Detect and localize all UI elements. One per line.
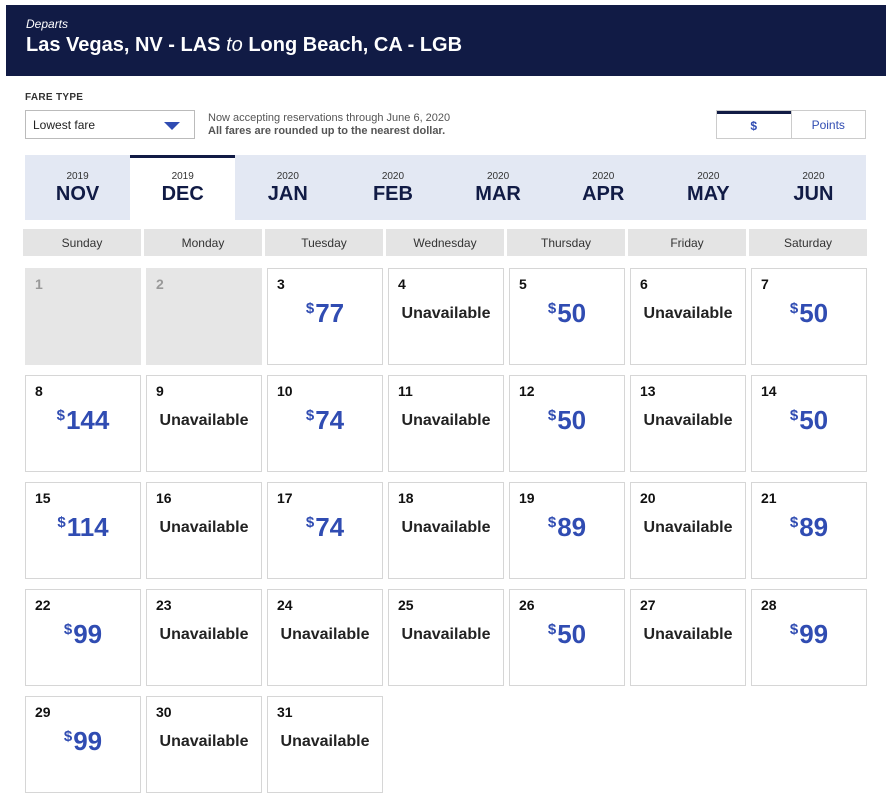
fare-type-label: FARE TYPE (25, 92, 84, 103)
unavailable-label: Unavailable (643, 626, 733, 643)
month-tab-apr[interactable] (551, 155, 656, 220)
month-tab-label: MAY (687, 183, 730, 205)
fare-amount: 50 (557, 405, 587, 435)
fare-amount: 99 (799, 619, 829, 649)
unavailable-label: Unavailable (159, 626, 249, 643)
unavailable-label: Unavailable (280, 733, 370, 750)
day-number: 24 (277, 597, 293, 613)
day-number: 2 (156, 276, 164, 292)
calendar-day-cell (267, 696, 383, 793)
fare-amount: 89 (557, 512, 587, 542)
month-tab-year: 2020 (381, 171, 405, 182)
currency-symbol: $ (305, 300, 315, 317)
currency-symbol: $ (789, 300, 799, 317)
fare-amount: 50 (799, 405, 829, 435)
calendar-day-cell[interactable] (267, 375, 383, 472)
fare-price (510, 512, 624, 543)
month-tab-dec[interactable] (130, 155, 235, 220)
month-tab-label: JUN (793, 183, 834, 205)
calendar-day-cell (267, 589, 383, 686)
unavailable-label: Unavailable (643, 412, 733, 429)
month-tab-year: 2019 (171, 171, 194, 182)
origin-airport: Las Vegas, NV - LAS (26, 34, 221, 56)
fare-amount: 89 (799, 512, 829, 542)
calendar-day-cell (146, 696, 262, 793)
currency-symbol: $ (56, 407, 65, 424)
day-number: 14 (761, 383, 777, 399)
fare-type-select[interactable] (25, 110, 195, 139)
weekday-saturday: Saturday (749, 229, 867, 256)
day-number: 9 (156, 383, 164, 399)
fare-amount: 77 (315, 298, 345, 328)
month-tab-jan[interactable] (235, 155, 340, 220)
calendar-day-cell (146, 375, 262, 472)
currency-symbol: $ (547, 514, 557, 531)
points-option[interactable]: Points (791, 111, 866, 138)
fare-price (26, 619, 140, 650)
calendar-day-cell (388, 268, 504, 365)
calendar-day-cell[interactable] (25, 589, 141, 686)
currency-symbol: $ (57, 514, 66, 531)
calendar-day-cell[interactable] (751, 375, 867, 472)
calendar-day-cell (146, 589, 262, 686)
day-number: 10 (277, 383, 293, 399)
currency-symbol: $ (547, 300, 557, 317)
day-number: 19 (519, 490, 535, 506)
day-number: 22 (35, 597, 51, 613)
day-number: 4 (398, 276, 406, 292)
unavailable-label: Unavailable (159, 519, 249, 536)
reservation-window-text: Now accepting reservations through June 6, 2020 (208, 112, 451, 124)
unavailable-label: Unavailable (280, 626, 370, 643)
currency-symbol: $ (789, 621, 799, 638)
weekday-thursday: Thursday (507, 229, 625, 256)
day-number: 29 (35, 704, 51, 720)
currency-symbol: $ (305, 514, 315, 531)
currency-symbol: $ (63, 621, 73, 638)
month-tab-label: NOV (55, 183, 100, 205)
fare-amount: 50 (557, 298, 587, 328)
calendar-day-cell[interactable] (751, 589, 867, 686)
calendar-day-cell (25, 268, 141, 365)
fare-amount: 144 (65, 405, 110, 435)
fare-amount: 74 (315, 405, 345, 435)
fare-amount: 114 (66, 512, 109, 542)
month-tab-jun[interactable] (761, 155, 866, 220)
month-selector (25, 155, 866, 220)
calendar-day-cell[interactable] (25, 696, 141, 793)
calendar-day-cell (630, 589, 746, 686)
month-tab-mar[interactable] (446, 155, 551, 220)
weekday-friday: Friday (628, 229, 746, 256)
day-number: 31 (277, 704, 293, 720)
weekday-wednesday: Wednesday (386, 229, 504, 256)
unavailable-label: Unavailable (401, 519, 491, 536)
currency-symbol: $ (63, 728, 73, 745)
day-number: 12 (519, 383, 535, 399)
month-tab-label: JAN (267, 183, 308, 205)
currency-symbol: $ (547, 407, 557, 424)
unavailable-label: Unavailable (643, 305, 733, 322)
calendar-day-cell (630, 375, 746, 472)
day-number: 1 (35, 276, 43, 292)
day-number: 23 (156, 597, 172, 613)
month-tab-label: MAR (475, 183, 521, 205)
unavailable-label: Unavailable (401, 626, 491, 643)
calendar-day-cell (630, 482, 746, 579)
fare-price (268, 405, 382, 436)
departs-label: Departs (26, 17, 69, 31)
day-number: 20 (640, 490, 656, 506)
unavailable-label: Unavailable (643, 519, 733, 536)
weekday-sunday: Sunday (23, 229, 141, 256)
fare-price (268, 298, 382, 329)
unavailable-label: Unavailable (159, 733, 249, 750)
reservation-notice (208, 112, 450, 138)
day-number: 3 (277, 276, 285, 292)
fare-price (752, 512, 866, 543)
weekday-tuesday: Tuesday (265, 229, 383, 256)
calendar-day-cell[interactable] (751, 482, 867, 579)
fare-amount: 50 (557, 619, 587, 649)
calendar-day-cell[interactable] (25, 375, 141, 472)
calendar-day-cell[interactable] (751, 268, 867, 365)
fare-price (752, 405, 866, 436)
fare-amount: 50 (799, 298, 829, 328)
route-to-word: to (226, 34, 243, 56)
month-tab-year: 2020 (486, 171, 510, 182)
currency-symbol: $ (305, 407, 315, 424)
calendar-day-cell[interactable] (25, 482, 141, 579)
fare-price (752, 619, 866, 650)
day-number: 27 (640, 597, 656, 613)
currency-symbol: $ (547, 621, 557, 638)
day-number: 16 (156, 490, 172, 506)
calendar-day-cell (146, 482, 262, 579)
day-number: 5 (519, 276, 527, 292)
calendar-day-cell (388, 482, 504, 579)
calendar-day-cell[interactable] (509, 482, 625, 579)
fare-type-selected-value: Lowest fare (33, 118, 96, 132)
month-tab-nov[interactable] (25, 155, 130, 220)
destination-airport: Long Beach, CA - LGB (248, 34, 463, 56)
fare-amount: 99 (73, 619, 103, 649)
day-number: 18 (398, 490, 414, 506)
fare-price (26, 405, 140, 436)
calendar-day-cell (630, 268, 746, 365)
unavailable-label: Unavailable (401, 305, 491, 322)
month-tab-year: 2020 (592, 171, 615, 182)
fare-price (510, 298, 624, 329)
day-number: 11 (398, 383, 413, 399)
calendar-day-cell[interactable] (509, 375, 625, 472)
month-tab-may[interactable] (656, 155, 761, 220)
fare-price (26, 512, 140, 543)
currency-toggle (716, 110, 866, 139)
day-number: 7 (761, 276, 769, 292)
currency-symbol: $ (789, 514, 799, 531)
dollars-option[interactable]: $ (717, 111, 791, 138)
month-tab-feb[interactable] (340, 155, 445, 220)
day-number: 28 (761, 597, 777, 613)
weekday-monday: Monday (144, 229, 262, 256)
calendar-day-cell[interactable] (267, 482, 383, 579)
month-tab-label: APR (582, 183, 625, 205)
day-number: 6 (640, 276, 648, 292)
chevron-down-icon (164, 122, 180, 130)
currency-symbol: $ (789, 407, 799, 424)
calendar-day-cell (388, 589, 504, 686)
month-tab-year: 2019 (66, 171, 89, 182)
fare-amount: 74 (315, 512, 345, 542)
day-number: 8 (35, 383, 43, 399)
month-tab-label: DEC (161, 183, 204, 205)
month-tab-year: 2020 (802, 171, 825, 182)
rounding-note: All fares are rounded up to the nearest dollar. (208, 125, 446, 137)
calendar-day-cell[interactable] (509, 268, 625, 365)
calendar-day-cell[interactable] (267, 268, 383, 365)
weekday-header (23, 229, 870, 256)
fare-price (752, 298, 866, 329)
calendar-day-cell (146, 268, 262, 365)
route-title (26, 34, 866, 57)
calendar-day-cell[interactable] (509, 589, 625, 686)
day-number: 15 (35, 490, 51, 506)
fare-price (268, 512, 382, 543)
day-number: 30 (156, 704, 172, 720)
unavailable-label: Unavailable (401, 412, 491, 429)
day-number: 13 (640, 383, 656, 399)
day-number: 26 (519, 597, 535, 613)
day-number: 17 (277, 490, 293, 506)
fare-price (26, 726, 140, 757)
unavailable-label: Unavailable (159, 412, 249, 429)
fare-price (510, 405, 624, 436)
month-tab-label: FEB (372, 183, 413, 205)
month-tab-year: 2020 (697, 171, 720, 182)
route-header (6, 5, 886, 76)
calendar-day-cell (388, 375, 504, 472)
day-number: 25 (398, 597, 414, 613)
fare-amount: 99 (73, 726, 103, 756)
day-number: 21 (761, 490, 777, 506)
fare-price (510, 619, 624, 650)
month-tab-year: 2020 (276, 171, 299, 182)
